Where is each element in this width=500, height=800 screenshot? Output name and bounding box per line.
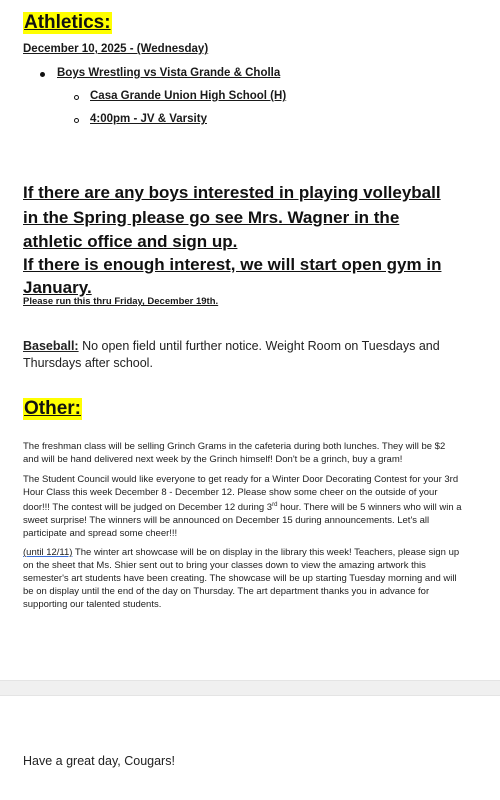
volleyball-note: Please run this thru Friday, December 19th. — [23, 296, 219, 307]
until-tag: (until 12/11) — [23, 547, 73, 558]
bullet-circle-icon — [74, 118, 79, 123]
baseball-label: Baseball: — [23, 339, 79, 353]
page-break — [0, 680, 500, 696]
door-contest-paragraph — [23, 473, 463, 540]
other-heading: Other: — [24, 398, 81, 419]
document-page-2 — [0, 696, 500, 800]
door-contest-text: The Student Council would like everyone to get ready for a Winter Door Decorating Contest for your 3rd Hour Class this week December 8 - December 12. Please show some cheer on the outside of your door!!! The contest will be judged on December 12 during 3 — [23, 474, 459, 514]
art-showcase-paragraph — [23, 546, 463, 611]
art-showcase-text: The winter art showcase will be on display in the library this week! Teachers, please sign up on the sheet that Ms. Shier sent out to bring your classes down to view the amazing artwork this semester's art students have been creating. The showcase will be up starting Tuesday morning and will be on display until the end of the day on Thursday. The art department thanks you in advance for supporting our talented students. — [23, 547, 460, 610]
door-contest-text-2: hour. There will be 5 winners who will win a sweet surprise! The winners will be announced on December 15 during announcements. Let's all participate and spread some cheer!!! — [23, 502, 462, 540]
grinch-gram-paragraph: The freshman class will be selling Grinch Grams in the cafeteria during both lunches. They will be $2 and will be hand delivered next week by the Grinch himself! Don't be a grinch, buy a gram! — [23, 441, 446, 465]
volleyball-line: If there is enough interest, we will start open gym in — [23, 255, 442, 274]
baseball-text: No open field until further notice. Weight Room on Tuesdays and — [78, 339, 440, 353]
bullet-dot-icon — [40, 72, 45, 77]
closing-line: Have a great day, Cougars! — [23, 754, 175, 768]
athletics-heading: Athletics: — [24, 12, 111, 33]
date-line: December 10, 2025 - (Wednesday) — [23, 43, 209, 55]
bullet-circle-icon — [74, 95, 79, 100]
volleyball-line: in the Spring please go see Mrs. Wagner in the — [23, 208, 400, 227]
volleyball-line: January. — [23, 278, 92, 297]
location-line: Casa Grande Union High School (H) — [90, 90, 287, 102]
volleyball-line: If there are any boys interested in playing volleyball — [23, 183, 441, 202]
ordinal-sup: rd — [272, 502, 278, 508]
event-line: Boys Wrestling vs Vista Grande & Cholla — [57, 67, 281, 79]
volleyball-line: athletic office and sign up. — [23, 232, 238, 251]
baseball-text-2: Thursdays after school. — [23, 356, 153, 370]
baseball-line — [23, 338, 440, 355]
time-line: 4:00pm - JV & Varsity — [90, 113, 207, 125]
